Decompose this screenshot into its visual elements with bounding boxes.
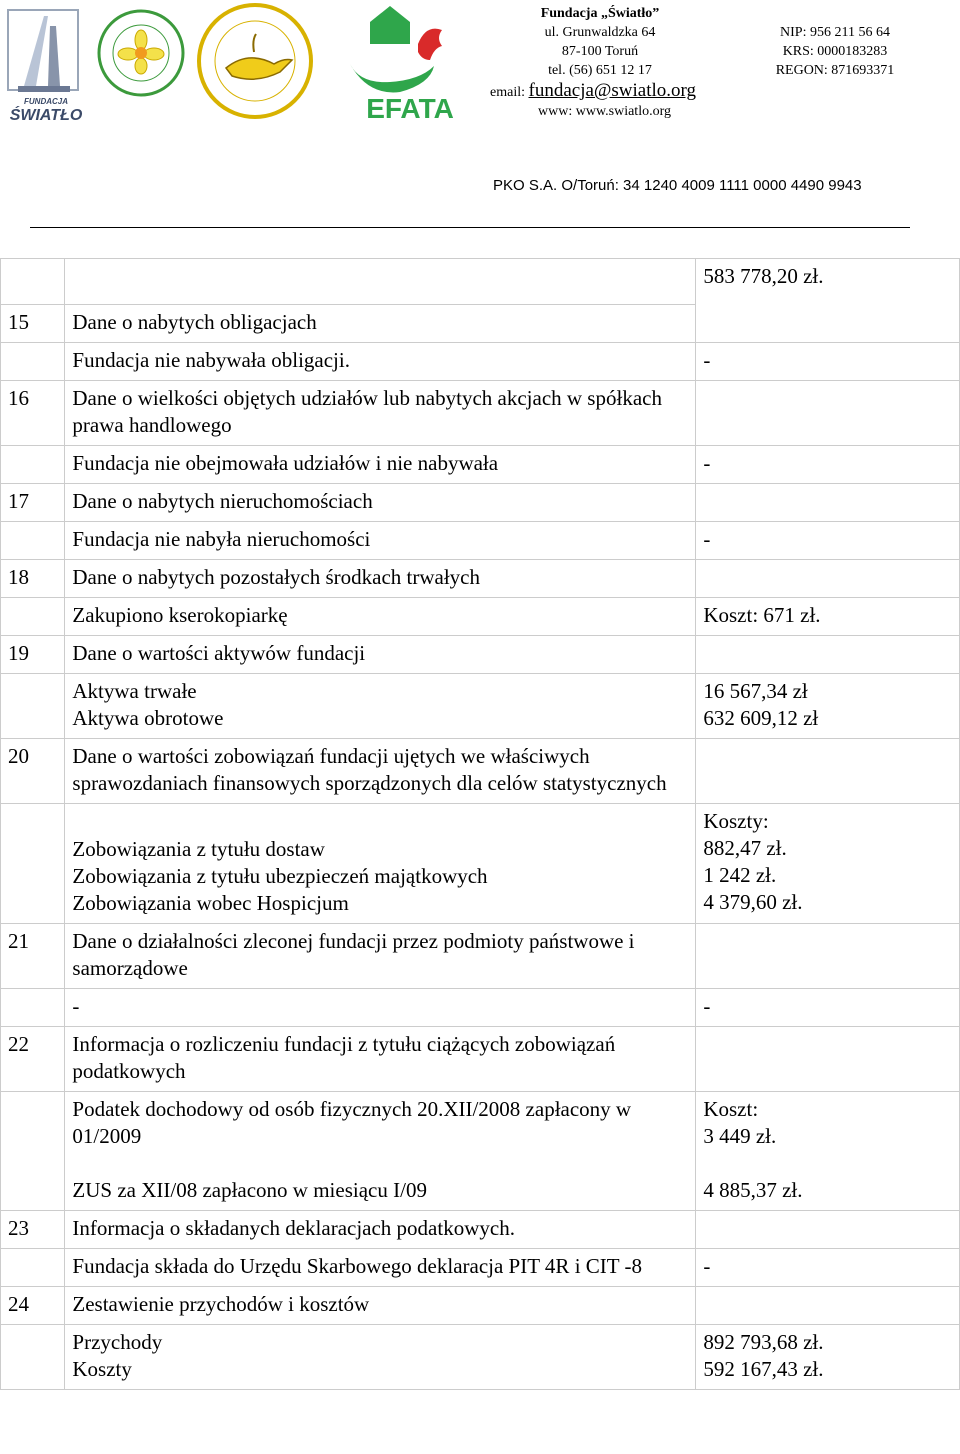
row-desc: Zobowiązania wobec Hospicjum — [72, 891, 349, 915]
row-title: Dane o działalności zleconej fundacji przez podmioty państwowe i samorządowe — [65, 924, 696, 989]
row-value: - — [696, 343, 960, 381]
row-desc: Przychody — [72, 1330, 163, 1354]
email-label: email: — [490, 85, 525, 100]
org-contact — [490, 4, 710, 80]
table-row — [1, 598, 960, 636]
row-number: 23 — [1, 1211, 65, 1249]
row-value: 892 793,68 zł. — [703, 1330, 824, 1354]
table-row — [1, 1092, 960, 1211]
table-row — [1, 989, 960, 1027]
org-krs: KRS: 0000183283 — [782, 44, 888, 59]
row-number: 16 — [1, 381, 65, 446]
table-row — [1, 343, 960, 381]
table-row — [1, 522, 960, 560]
row-value: 592 167,43 zł. — [703, 1357, 824, 1381]
row-desc: Fundacja składa do Urzędu Skarbowego deklaracja PIT 4R i CIT -8 — [65, 1249, 696, 1287]
row-desc: Podatek dochodowy od osób fizycznych 20.XII/2008 zapłacony w 01/2009 — [72, 1097, 632, 1148]
row-title: Dane o nabytych obligacjach — [65, 305, 696, 343]
row-number: 18 — [1, 560, 65, 598]
row-desc: Fundacja nie obejmowała udziałów i nie nabywała — [65, 446, 696, 484]
row-desc: Fundacja nie nabywała obligacji. — [65, 343, 696, 381]
table-row — [1, 1287, 960, 1325]
table-row — [1, 1249, 960, 1287]
row-value: - — [696, 1249, 960, 1287]
row-value: - — [696, 989, 960, 1027]
email-link[interactable]: fundacja@swiatlo.org — [528, 80, 697, 101]
row-number: 22 — [1, 1027, 65, 1092]
row-desc: Zobowiązania z tytułu ubezpieczeń majątkowych — [72, 864, 488, 888]
row-value: 4 885,37 zł. — [703, 1178, 803, 1202]
row-desc: Fundacja nie nabyła nieruchomości — [65, 522, 696, 560]
table-row — [1, 924, 960, 989]
table-row — [1, 1325, 960, 1390]
org-registry — [740, 23, 930, 80]
table-row — [1, 739, 960, 804]
row-value: 1 242 zł. — [703, 863, 777, 887]
row-desc: - — [65, 989, 696, 1027]
fundusz-stypendialny-logo — [196, 2, 314, 120]
org-address: ul. Grunwaldzka 64 — [544, 25, 656, 40]
row-value: 4 379,60 zł. — [703, 890, 803, 914]
table-row — [1, 259, 960, 305]
bank-account: PKO S.A. O/Toruń: 34 1240 4009 1111 0000 4490 9943 — [493, 177, 862, 194]
org-name: Fundacja „Światło” — [540, 6, 660, 21]
table-row — [1, 1211, 960, 1249]
row-number: 17 — [1, 484, 65, 522]
row-title: Dane o nabytych pozostałych środkach trwałych — [65, 560, 696, 598]
efata-logo — [330, 4, 470, 126]
fundacja-swiatlo-logo — [4, 6, 88, 126]
row-title: Dane o wielkości objętych udziałów lub nabytych akcjach w spółkach prawa handlowego — [65, 381, 696, 446]
row-value: 632 609,12 zł — [703, 706, 819, 730]
report-table — [0, 258, 960, 1390]
table-row — [1, 804, 960, 924]
svg-text:FUNDACJA: FUNDACJA — [24, 97, 68, 106]
row-number: 21 — [1, 924, 65, 989]
row-value: 3 449 zł. — [703, 1124, 777, 1148]
row-value: 16 567,34 zł — [703, 679, 808, 703]
logo-strip — [0, 0, 480, 130]
row-number: 24 — [1, 1287, 65, 1325]
row-title: Zestawienie przychodów i kosztów — [65, 1287, 696, 1325]
header-divider — [30, 227, 910, 228]
table-row — [1, 560, 960, 598]
row-desc: Zobowiązania z tytułu dostaw — [72, 837, 325, 861]
row-value: - — [696, 446, 960, 484]
row-value: - — [696, 522, 960, 560]
svg-text:ŚWIATŁO: ŚWIATŁO — [9, 107, 83, 124]
table-row — [1, 381, 960, 446]
table-row — [1, 636, 960, 674]
row-desc: Aktywa trwałe — [72, 679, 197, 703]
row-value: 882,47 zł. — [703, 836, 787, 860]
row-desc: ZUS za XII/08 zapłacono w miesiącu I/09 — [72, 1178, 427, 1202]
row-value: Koszty: — [703, 809, 769, 833]
row-desc: Koszty — [72, 1357, 132, 1381]
row-title: Informacja o rozliczeniu fundacji z tytułu ciążących zobowiązań podatkowych — [65, 1027, 696, 1092]
table-row — [1, 446, 960, 484]
org-www[interactable]: www: www.swiatlo.org — [538, 104, 671, 119]
top-value: 583 778,20 zł. — [696, 259, 960, 343]
akademia-walki-logo — [96, 8, 186, 98]
row-title: Dane o nabytych nieruchomościach — [65, 484, 696, 522]
table-row — [1, 674, 960, 739]
row-desc: Zakupiono kserokopiarkę — [65, 598, 696, 636]
row-number: 20 — [1, 739, 65, 804]
row-desc: Aktywa obrotowe — [72, 706, 224, 730]
org-city: 87-100 Toruń — [561, 44, 639, 59]
row-title: Dane o wartości aktywów fundacji — [65, 636, 696, 674]
org-email — [490, 80, 696, 102]
table-row — [1, 484, 960, 522]
svg-text:EFATA: EFATA — [366, 93, 454, 124]
row-title: Informacja o składanych deklaracjach podatkowych. — [65, 1211, 696, 1249]
row-number: 19 — [1, 636, 65, 674]
row-title: Dane o wartości zobowiązań fundacji ujętych we właściwych sprawozdaniach finansowych sporządzonych dla celów statystycznych — [65, 739, 696, 804]
org-regon: REGON: 871693371 — [775, 63, 895, 78]
row-number: 15 — [1, 305, 65, 343]
org-phone: tel. (56) 651 12 17 — [548, 63, 652, 78]
org-nip: NIP: 956 211 56 64 — [780, 25, 890, 40]
row-value: Koszt: — [703, 1097, 759, 1121]
table-row — [1, 1027, 960, 1092]
row-value: Koszt: 671 zł. — [696, 598, 960, 636]
